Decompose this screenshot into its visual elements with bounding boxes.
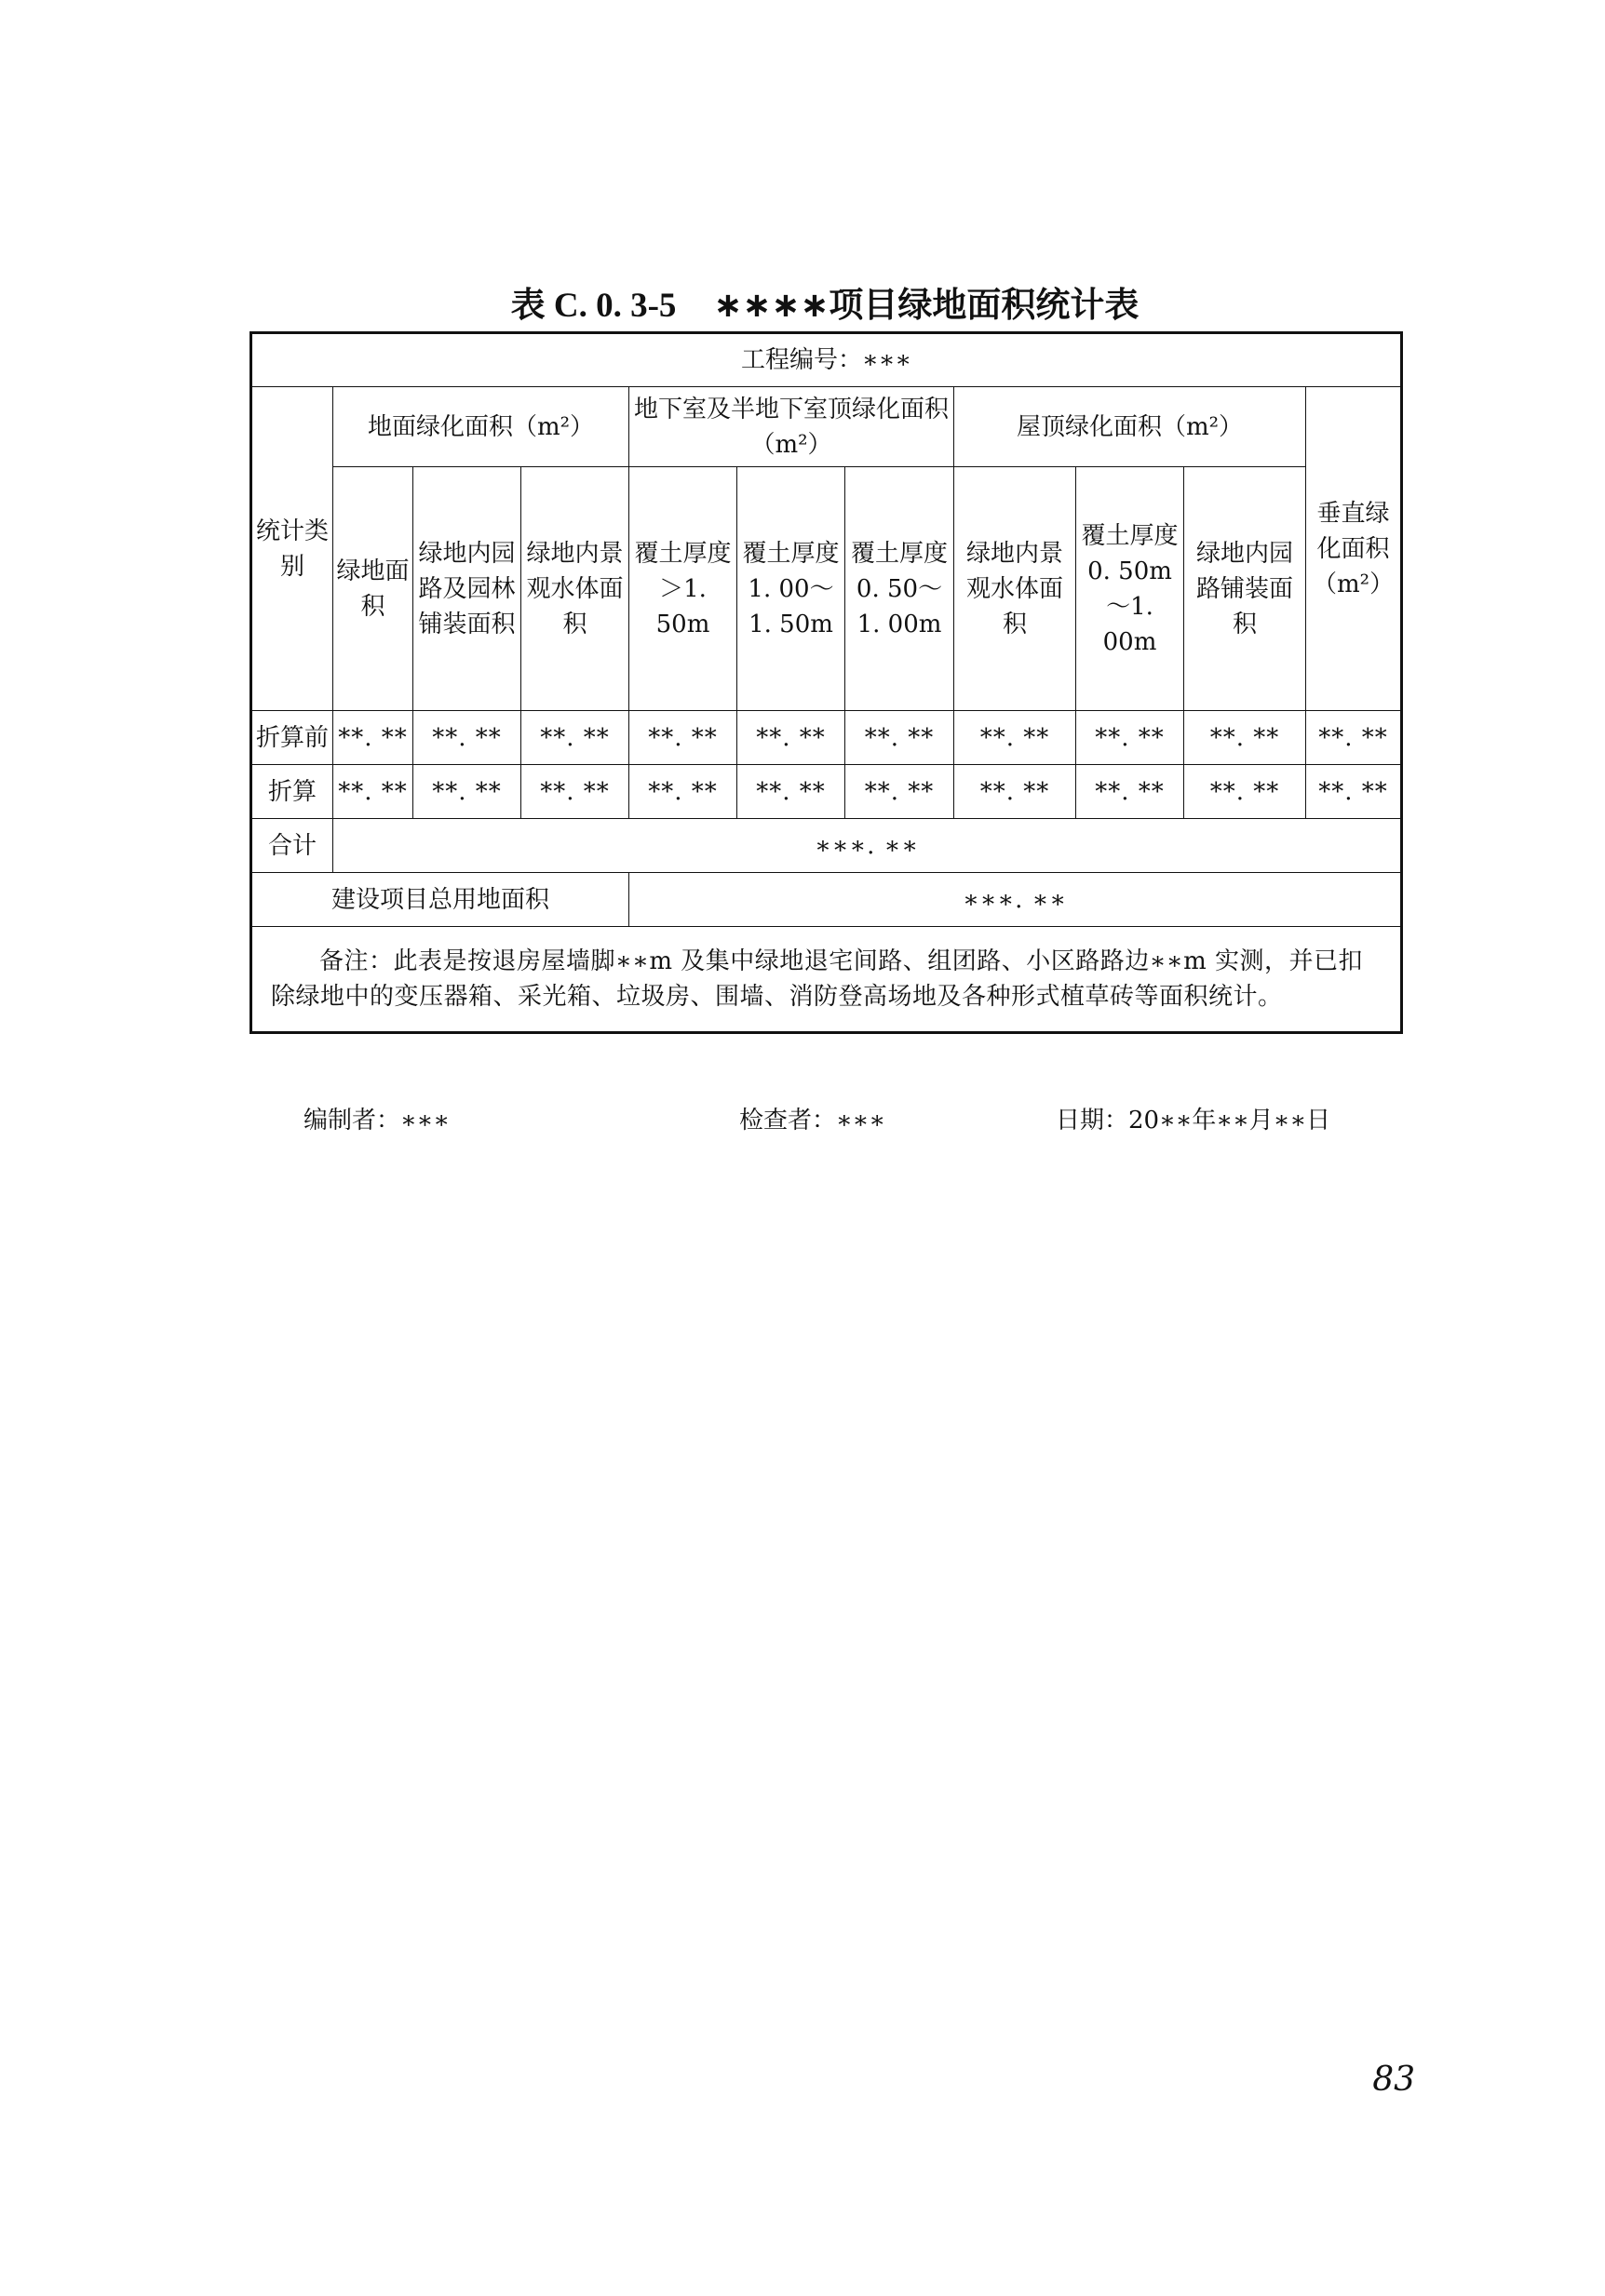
table-cell: **. **	[1306, 711, 1402, 765]
table-cell: **. **	[737, 711, 845, 765]
column-header: 覆土厚度0. 50～1. 00m	[845, 467, 954, 711]
row-label: 折算	[251, 765, 333, 819]
table-code: 表 C. 0. 3-5	[510, 287, 677, 325]
table-cell: **. **	[333, 765, 413, 819]
column-header: 覆土厚度1. 00～1. 50m	[737, 467, 845, 711]
table-cell: **. **	[629, 765, 737, 819]
note-cell	[251, 927, 1402, 1033]
note-text: 备注：此表是按退房屋墙脚∗∗m 及集中绿地退宅间路、组团路、小区路路边∗∗m 实测，并已扣除绿地中的变压器箱、采光箱、垃圾房、围墙、消防登高场地及各种形式植草砖等面积统计。	[271, 947, 1364, 1011]
table-cell: **. **	[413, 765, 521, 819]
total-value: ∗∗∗. ∗∗	[333, 819, 1402, 873]
page-number: 83	[1372, 2061, 1415, 2099]
table-title	[250, 279, 1400, 331]
table-name: ∗∗∗∗项目绿地面积统计表	[713, 285, 1140, 325]
footer-compiler: 编制者：∗∗∗	[303, 1107, 451, 1135]
table-cell: **. **	[521, 765, 629, 819]
row-label: 折算前	[251, 711, 333, 765]
group-header-basement: 地下室及半地下室顶绿化面积（m²）	[629, 387, 954, 467]
group-header-vertical: 垂直绿化面积（m²）	[1306, 387, 1402, 711]
total-label: 合计	[251, 819, 333, 873]
column-header: 绿地内景观水体面积	[954, 467, 1076, 711]
table-cell: **. **	[413, 711, 521, 765]
row-header-category: 统计类别	[251, 387, 333, 711]
table-cell: **. **	[954, 711, 1076, 765]
note-row	[251, 927, 1402, 1033]
table-cell: **. **	[954, 765, 1076, 819]
land-area-label: 建设项目总用地面积	[251, 873, 629, 927]
table-cell: **. **	[1184, 711, 1306, 765]
project-row	[251, 333, 1402, 387]
table-row	[251, 765, 1402, 819]
land-area-row	[251, 873, 1402, 927]
column-header: 覆土厚度0. 50m～1. 00m	[1076, 467, 1184, 711]
total-row	[251, 819, 1402, 873]
group-header-roof: 屋顶绿化面积（m²）	[954, 387, 1306, 467]
group-header-row	[251, 387, 1402, 467]
column-header-row	[251, 467, 1402, 711]
column-header: 绿地内园路铺装面积	[1184, 467, 1306, 711]
column-header: 绿地内景观水体面积	[521, 467, 629, 711]
table-cell: **. **	[1076, 711, 1184, 765]
column-header: 绿地内园路及园林铺装面积	[413, 467, 521, 711]
table-cell: **. **	[845, 765, 954, 819]
column-header: 绿地面积	[333, 467, 413, 711]
table-cell: **. **	[521, 711, 629, 765]
table-cell: **. **	[629, 711, 737, 765]
footer-date: 日期：20∗∗年∗∗月∗∗日	[1056, 1107, 1331, 1135]
table-cell: **. **	[1076, 765, 1184, 819]
table-cell: **. **	[1306, 765, 1402, 819]
table-cell: **. **	[737, 765, 845, 819]
land-area-value: ∗∗∗. ∗∗	[629, 873, 1402, 927]
group-header-ground: 地面绿化面积（m²）	[333, 387, 629, 467]
table-cell: **. **	[1184, 765, 1306, 819]
table-cell: **. **	[333, 711, 413, 765]
column-header: 覆土厚度＞1. 50m	[629, 467, 737, 711]
footer-checker: 检查者：∗∗∗	[739, 1107, 886, 1135]
table-cell: **. **	[845, 711, 954, 765]
table-row	[251, 711, 1402, 765]
green-area-table	[250, 331, 1403, 1034]
project-number: 工程编号：∗∗∗	[251, 333, 1402, 387]
